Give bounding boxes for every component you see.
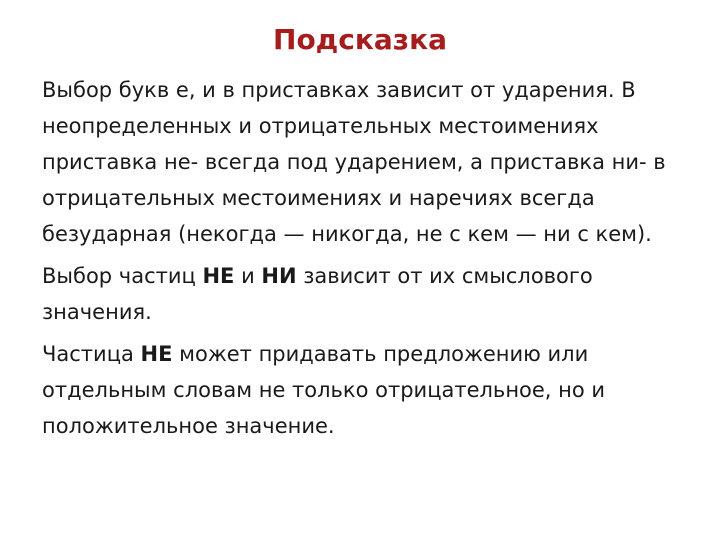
text-segment: Частица (42, 342, 141, 366)
bold-particle-ni: НИ (261, 264, 297, 288)
bold-particle-ne: НЕ (202, 264, 235, 288)
text-segment: может придавать предложению или отдельным словам не только отрицательное, но и положительное значение. (42, 342, 606, 438)
slide-body (42, 72, 682, 450)
bold-particle-ne: НЕ (140, 342, 173, 366)
text-segment: зависит от их смыслового значения. (42, 264, 593, 324)
paragraph-ne-meaning (42, 336, 682, 444)
text-segment: и (234, 264, 262, 288)
paragraph-prefix-rule: Выбор букв е, и в приставках зависит от ударения. В неопределенных и отрицательных местоимениях приставка не- всегда под ударением, а приставка ни- в отрицательных местоимениях и наречиях всегда безударная (некогда — никогда, не с кем — ни с кем). (42, 78, 666, 246)
paragraph-particles-rule (42, 258, 682, 330)
text-segment: Выбор частиц (42, 264, 203, 288)
slide-title: Подсказка (273, 23, 447, 56)
